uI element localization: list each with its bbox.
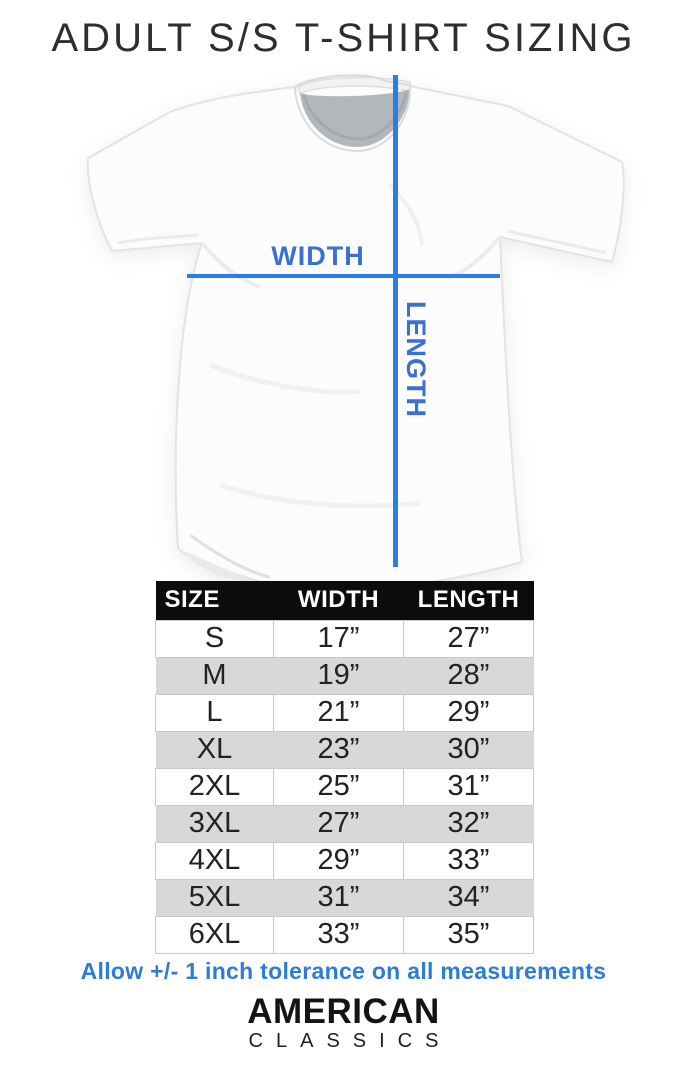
size-cell: XL xyxy=(156,731,274,768)
length-cell: 34” xyxy=(404,879,534,916)
size-table xyxy=(155,581,534,954)
table-row xyxy=(156,842,534,879)
tshirt-image xyxy=(60,65,630,590)
table-row xyxy=(156,768,534,805)
tolerance-note: Allow +/- 1 inch tolerance on all measurements xyxy=(80,958,607,984)
width-cell: 17” xyxy=(274,620,404,657)
table-header-row xyxy=(156,581,534,620)
length-cell: 31” xyxy=(404,768,534,805)
size-cell: S xyxy=(156,620,274,657)
width-measure-line xyxy=(187,274,500,278)
table-row xyxy=(156,620,534,657)
size-cell: 3XL xyxy=(156,805,274,842)
width-label: WIDTH xyxy=(271,241,365,271)
length-cell: 28” xyxy=(404,657,534,694)
header-size: SIZE xyxy=(156,581,274,620)
length-measure-line xyxy=(393,75,398,567)
table-row xyxy=(156,694,534,731)
size-cell: 2XL xyxy=(156,768,274,805)
length-cell: 29” xyxy=(404,694,534,731)
width-cell: 21” xyxy=(274,694,404,731)
table-row xyxy=(156,879,534,916)
tshirt-body xyxy=(88,75,624,588)
table-row xyxy=(156,657,534,694)
length-cell: 32” xyxy=(404,805,534,842)
size-cell: 4XL xyxy=(156,842,274,879)
brand-name: AMERICAN xyxy=(247,992,440,1031)
width-cell: 23” xyxy=(274,731,404,768)
size-cell: 5XL xyxy=(156,879,274,916)
width-cell: 29” xyxy=(274,842,404,879)
size-cell: L xyxy=(156,694,274,731)
page-title: ADULT S/S T-SHIRT SIZING xyxy=(51,16,636,60)
length-label: LENGTH xyxy=(401,301,431,418)
size-cell: M xyxy=(156,657,274,694)
table-row xyxy=(156,805,534,842)
length-cell: 27” xyxy=(404,620,534,657)
size-cell: 6XL xyxy=(156,916,274,953)
header-length: LENGTH xyxy=(404,581,534,620)
width-cell: 25” xyxy=(274,768,404,805)
brand-subname: CLASSICS xyxy=(248,1030,452,1052)
width-cell: 33” xyxy=(274,916,404,953)
width-cell: 31” xyxy=(274,879,404,916)
width-cell: 27” xyxy=(274,805,404,842)
table-row xyxy=(156,916,534,953)
width-cell: 19” xyxy=(274,657,404,694)
brand-logo xyxy=(0,994,687,1051)
length-cell: 35” xyxy=(404,916,534,953)
length-cell: 30” xyxy=(404,731,534,768)
table-row xyxy=(156,731,534,768)
header-width: WIDTH xyxy=(274,581,404,620)
length-cell: 33” xyxy=(404,842,534,879)
